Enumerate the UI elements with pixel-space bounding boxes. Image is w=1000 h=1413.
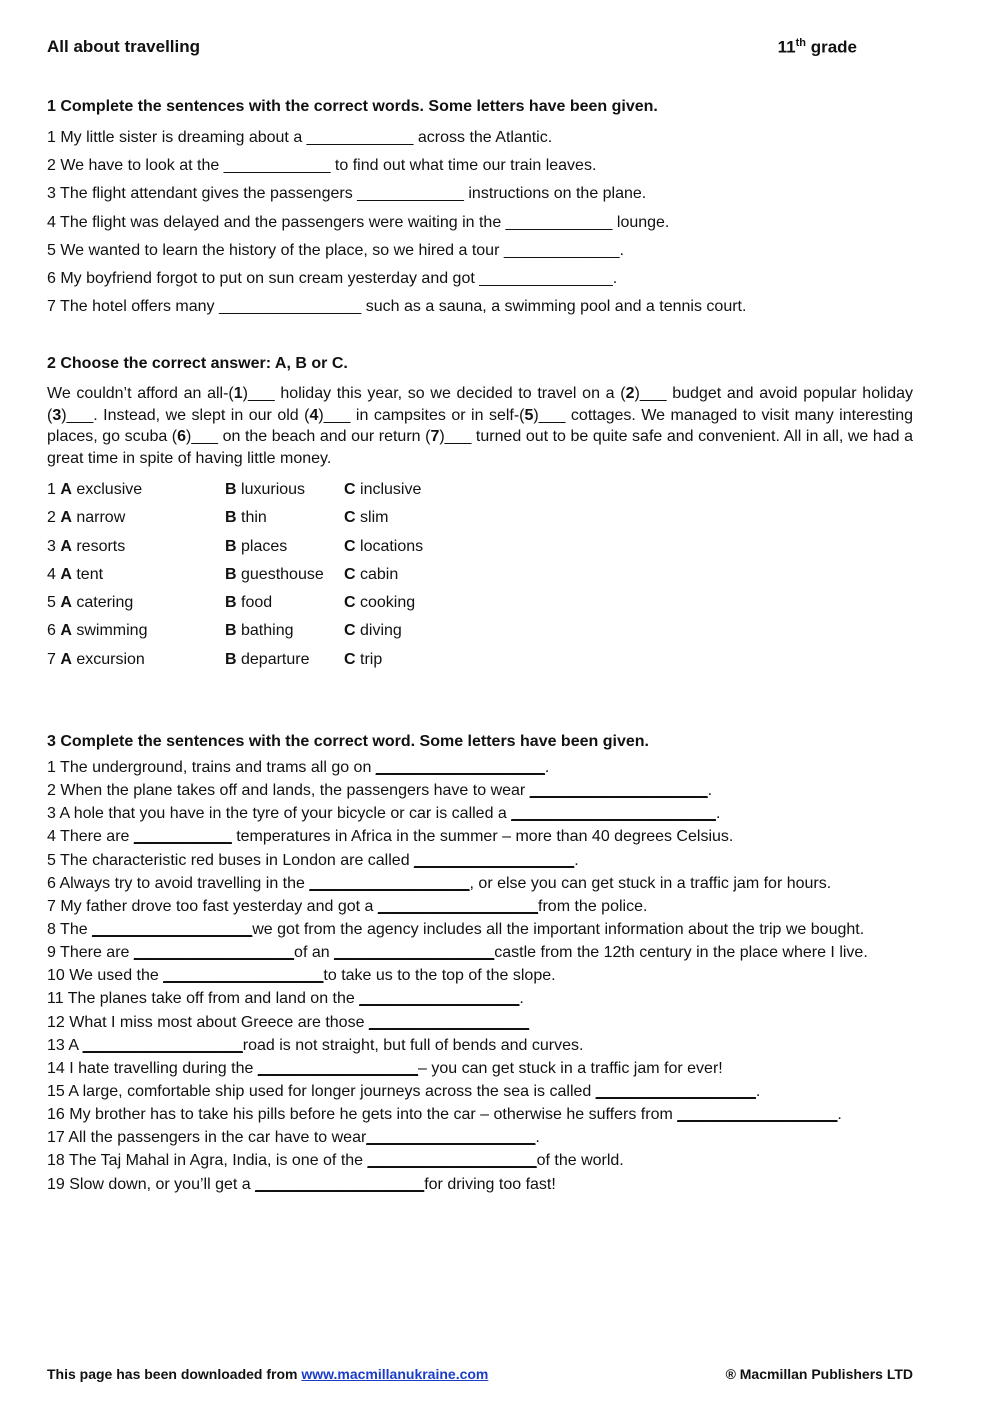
option-letter: B [225, 622, 237, 640]
sentence-text: road is not straight, but full of bends and curves. [242, 1036, 584, 1054]
option-letter: B [225, 481, 237, 498]
answer-blank: ___________________ [366, 1129, 536, 1147]
option-letter: A [60, 650, 72, 668]
option-letter: A [60, 509, 72, 527]
answer-blank: __________________ [414, 851, 575, 869]
section3-title: 3 Complete the sentences with the correct word. Some letters have been given. [47, 733, 649, 750]
option-b [225, 646, 310, 674]
sentence-text: 17 All the passengers in the car have to wear [47, 1129, 367, 1147]
section1-item: 3 The flight attendant gives the passengers ____________ instructions on the plane. [47, 185, 647, 203]
sentence-text: 18 The Taj Mahal in Agra, India, is one of the [47, 1152, 368, 1170]
option-b [225, 476, 305, 504]
section2-title: 2 Choose the correct answer: A, B or C. [47, 355, 348, 372]
option-letter: B [225, 565, 237, 583]
answer-blank: __________________ [359, 990, 520, 1008]
option-word: bathing [236, 622, 294, 640]
answer-blank: ___________ [133, 828, 232, 846]
option-word: cabin [355, 565, 399, 583]
sentence-text: of an [294, 944, 335, 962]
gap-number: 3 [52, 406, 62, 424]
option-word: guesthouse [236, 565, 324, 583]
option-letter: C [344, 509, 356, 527]
sentence-text: we got from the agency includes all the important information about the trip we bought. [252, 920, 865, 938]
option-c [344, 589, 415, 617]
footer-link[interactable]: www.macmillanukraine.com [301, 1366, 489, 1382]
section3-item [47, 1011, 927, 1034]
grade-number: 11 [777, 37, 796, 57]
sentence-text: 2 When the plane takes off and lands, the passengers have to wear [47, 782, 530, 800]
option-a [47, 533, 125, 561]
sentence-text: for driving too fast! [424, 1175, 556, 1193]
option-a [47, 589, 133, 617]
grade-label [778, 37, 857, 58]
option-letter: B [225, 509, 237, 527]
option-c [344, 646, 382, 674]
option-b [225, 617, 294, 645]
section1-item: 7 The hotel offers many ________________ such as a sauna, a swimming pool and a tennis court. [47, 298, 747, 316]
option-word: trip [355, 650, 383, 668]
answer-blank: ____________________ [529, 782, 708, 800]
option-c [344, 533, 423, 561]
option-letter: C [344, 622, 356, 640]
option-word: resorts [71, 537, 126, 555]
section1-item: 1 My little sister is dreaming about a ____________ across the Atlantic. [47, 129, 553, 146]
option-letter: C [344, 537, 356, 555]
option-number: 5 [47, 594, 61, 612]
option-word: locations [355, 537, 424, 555]
sentence-text: 7 My father drove too fast yesterday and got a [47, 897, 378, 915]
option-word: catering [71, 594, 134, 612]
answer-blank: __________________ [377, 897, 539, 915]
section3-item [47, 1126, 927, 1149]
answer-blank: ___________________ [367, 1152, 537, 1170]
option-word: thin [236, 509, 267, 527]
sentence-text: 11 The planes take off from and land on the [47, 990, 360, 1008]
option-word: diving [355, 622, 402, 640]
option-word: inclusive [355, 481, 422, 498]
option-a [47, 476, 142, 504]
sentence-text: . [535, 1129, 540, 1147]
sentence-text: 8 The [47, 920, 93, 938]
section3-item [47, 849, 927, 872]
worksheet-title: All about travelling [47, 37, 201, 56]
sentence-text: . [519, 990, 524, 1008]
option-letter: A [60, 622, 72, 640]
section3-item [47, 779, 927, 802]
option-letter: A [60, 565, 72, 583]
gap-number: 6 [177, 428, 187, 446]
option-letter: C [344, 650, 356, 668]
section3-item [47, 918, 927, 941]
sentence-text: 5 The characteristic red buses in London are called [47, 851, 415, 869]
sentence-text: of the world. [536, 1152, 624, 1170]
answer-blank: __________________ [133, 944, 295, 962]
sentence-text: castle from the 12th century in the place where I live. [494, 944, 868, 962]
answer-blank: __________________ [163, 967, 324, 985]
option-word: swimming [71, 622, 148, 640]
sentence-text: 1 The underground, trains and trams all go on [47, 759, 376, 776]
sentence-text: – you can get stuck in a traffic jam for ever! [417, 1059, 723, 1077]
option-word: departure [236, 650, 310, 668]
option-word: cooking [355, 594, 416, 612]
section3-item [47, 872, 927, 895]
answer-blank: _______________________ [511, 805, 716, 823]
option-number: 7 [47, 650, 61, 668]
option-letter: B [225, 650, 237, 668]
option-c [344, 476, 421, 504]
sentence-text: to take us to the top of the slope. [323, 967, 556, 985]
sentence-text: 13 A [47, 1036, 83, 1054]
option-number: 4 [47, 565, 61, 583]
sentence-text: 4 There are [47, 828, 134, 846]
option-letter: C [344, 565, 356, 583]
option-word: tent [71, 565, 104, 583]
section3-item [47, 825, 927, 848]
option-letter: A [60, 537, 72, 555]
section1-item: 4 The flight was delayed and the passengers were waiting in the ____________ lounge. [47, 213, 670, 231]
page-footer [47, 1366, 913, 1382]
sentence-text: . [755, 1082, 761, 1100]
footer-text: This page has been downloaded from [47, 1366, 302, 1382]
gap-number: 2 [625, 385, 635, 402]
section3-item [47, 1057, 927, 1080]
section3-item [47, 1149, 927, 1172]
answer-blank: __________________ [82, 1036, 243, 1054]
page-header [47, 37, 857, 63]
answer-blank: __________________ [368, 1013, 530, 1031]
answer-blank: __________________ [677, 1106, 838, 1124]
option-a [47, 646, 145, 674]
option-word: narrow [71, 509, 126, 527]
sentence-text: 19 Slow down, or you’ll get a [47, 1175, 256, 1193]
option-letter: B [225, 537, 237, 555]
option-word: excursion [71, 650, 145, 668]
answer-blank: ___________________ [375, 759, 545, 776]
section3-item [47, 1080, 927, 1103]
option-a [47, 561, 103, 589]
section1-item: 5 We wanted to learn the history of the place, so we hired a tour _____________. [47, 241, 624, 259]
section3-item [47, 1173, 927, 1196]
answer-blank: __________________ [595, 1082, 756, 1100]
sentence-text: 10 We used the [47, 967, 164, 985]
section3-item [47, 987, 927, 1010]
sentence-text: . [715, 805, 721, 823]
option-b [225, 589, 272, 617]
sentence-text: . [837, 1106, 842, 1124]
option-b [225, 533, 287, 561]
option-c [344, 504, 388, 532]
sentence-text: , or else you can get stuck in a traffic jam for hours. [469, 874, 832, 892]
option-number: 2 [47, 509, 61, 527]
section3-item [47, 964, 927, 987]
gap-number: 7 [430, 428, 440, 446]
option-letter: A [60, 594, 72, 612]
sentence-text: 9 There are [47, 944, 134, 962]
option-word: luxurious [236, 481, 306, 498]
section3-item [47, 756, 927, 779]
option-number: 3 [47, 537, 61, 555]
sentence-text: 3 A hole that you have in the tyre of your bicycle or car is called a [47, 805, 512, 823]
answer-blank: __________________ [92, 920, 253, 938]
section3-item [47, 1034, 927, 1057]
sentence-text: 16 My brother has to take his pills before he gets into the car – otherwise he suffers from [47, 1106, 678, 1124]
option-b [225, 504, 267, 532]
sentence-text: . [574, 851, 579, 869]
option-letter: C [344, 594, 356, 612]
section3-item [47, 895, 927, 918]
option-b [225, 561, 324, 589]
option-word: places [236, 537, 288, 555]
section1-item: 2 We have to look at the ____________ to find out what time our train leaves. [47, 157, 597, 175]
option-c [344, 561, 398, 589]
grade-word: grade [810, 37, 857, 57]
sentence-text: . [707, 782, 713, 800]
answer-blank: ___________________ [255, 1175, 425, 1193]
option-letter: B [225, 594, 237, 612]
sentence-text: from the police. [538, 897, 648, 915]
section1-item: 6 My boyfriend forgot to put on sun cream yesterday and got _______________. [47, 269, 618, 287]
sentence-text: 6 Always try to avoid travelling in the [47, 874, 310, 892]
sentence-text: 14 I hate travelling during the [47, 1059, 258, 1077]
section3-list [47, 756, 927, 1196]
section1-list [47, 124, 927, 321]
option-c [344, 617, 402, 645]
option-word: food [236, 594, 273, 612]
gap-number: 1 [233, 385, 243, 402]
grade-superscript: th [795, 37, 806, 49]
gap-number: 4 [309, 406, 319, 424]
section3-item [47, 802, 927, 825]
sentence-text: temperatures in Africa in the summer – more than 40 degrees Celsius. [231, 828, 734, 846]
answer-blank: __________________ [257, 1059, 418, 1077]
option-letter: C [344, 481, 356, 498]
section1-title: 1 Complete the sentences with the correct words. Some letters have been given. [47, 98, 658, 115]
option-a [47, 617, 147, 645]
option-a [47, 504, 125, 532]
sentence-text: . [544, 759, 550, 776]
answer-blank: __________________ [334, 944, 495, 962]
gap-number: 5 [524, 406, 534, 424]
copyright-text: ® Macmillan Publishers LTD [725, 1366, 913, 1382]
section2-paragraph: We couldn’t afford an all-(1)___ holiday this year, so we decided to travel on a (2)___ budget and avoid popular holiday (3)___. Instead, we slept in our old (4)___ in campsites or in self-(5)___ cottages. We managed to visit many interesting places, go scuba (6)___ on the beach and our return (7)___ turned out to be quite safe and convenient. All in all, we had a great time in spite of having little money. [47, 385, 914, 467]
section3-item [47, 1103, 927, 1126]
section3-item [47, 941, 927, 964]
answer-blank: __________________ [309, 874, 470, 892]
option-word: exclusive [71, 481, 143, 498]
sentence-text: 15 A large, comfortable ship used for longer journeys across the sea is called [47, 1082, 596, 1100]
option-number: 1 [47, 481, 61, 498]
option-number: 6 [47, 622, 61, 640]
sentence-text: 12 What I miss most about Greece are those [47, 1013, 369, 1031]
option-letter: A [60, 481, 72, 498]
option-word: slim [355, 509, 389, 527]
